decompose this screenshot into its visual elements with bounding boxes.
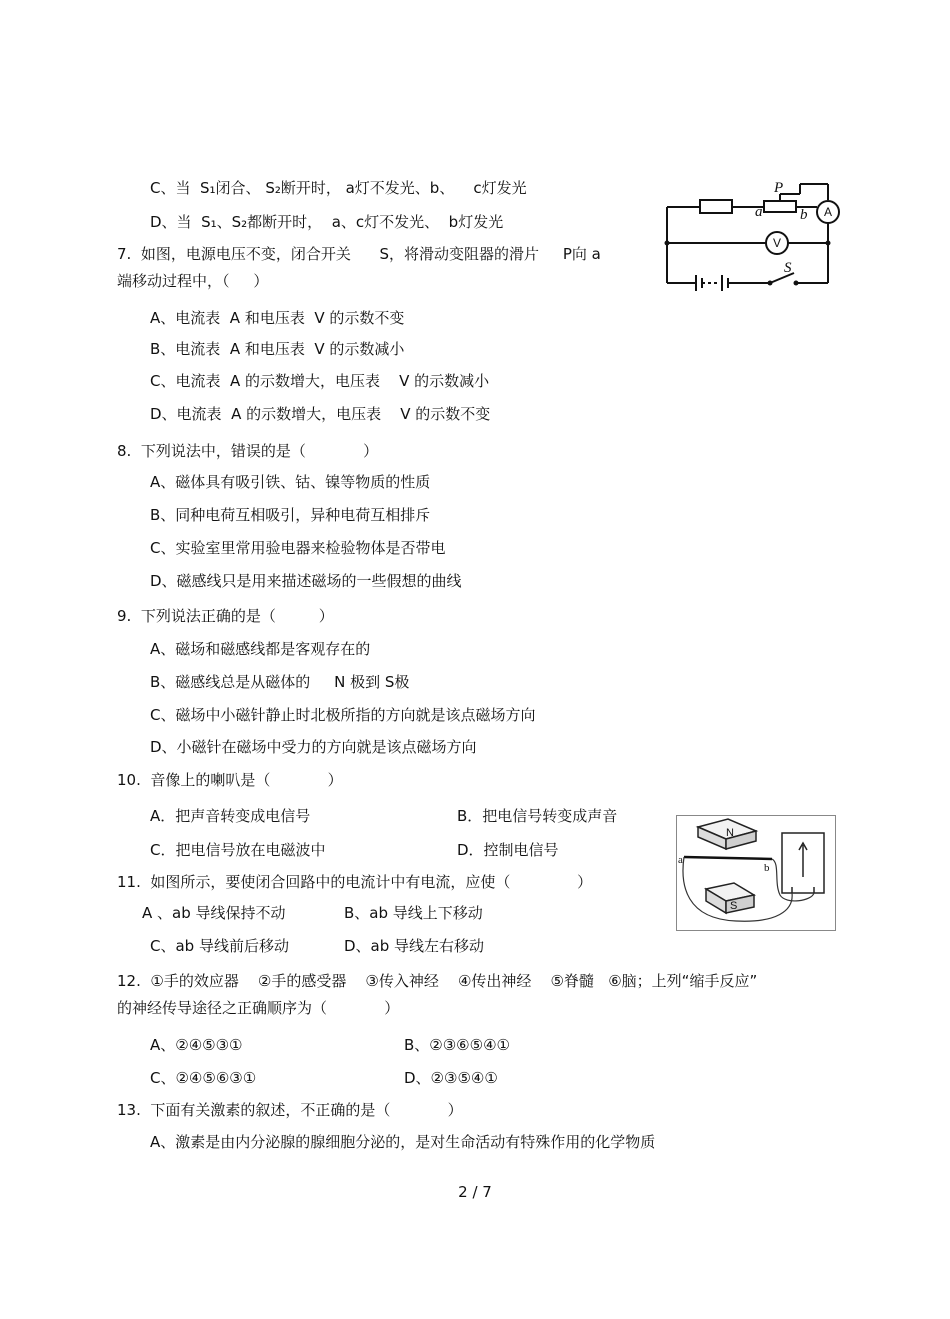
- ammeter-label: A: [823, 205, 833, 219]
- q7-stem-line2: 端移动过程中，（ ）: [117, 272, 269, 290]
- q10-option-d: D．控制电信号: [457, 841, 559, 859]
- q9-option-c: C、磁场中小磁针静止时北极所指的方向就是该点磁场方向: [150, 706, 536, 724]
- q11-option-b: B、ab 导线上下移动: [344, 904, 483, 922]
- q7-option-b: B、电流表 A 和电压表 V 的示数减小: [150, 340, 405, 358]
- q9-stem: 9. 下列说法正确的是（ ）: [117, 607, 334, 625]
- magnet-n-label: N: [726, 827, 734, 839]
- q7-option-c: C、电流表 A 的示数增大，电压表 V 的示数减小: [150, 372, 490, 390]
- label-p: P: [774, 180, 784, 196]
- q10-stem: 10. 音像上的喇叭是（ ）: [117, 771, 343, 789]
- label-a: a: [755, 204, 763, 220]
- q12-stem-line2: 的神经传导途径之正确顺序为（ ）: [117, 999, 400, 1017]
- wire-a-label: a: [678, 854, 683, 866]
- q9-option-d: D、小磁针在磁场中受力的方向就是该点磁场方向: [150, 738, 477, 756]
- q11-option-a: A 、ab 导线保持不动: [142, 904, 286, 922]
- q8-option-d: D、磁感线只是用来描述磁场的一些假想的曲线: [150, 572, 462, 590]
- q9-option-a: A、磁场和磁感线都是客观存在的: [150, 640, 371, 658]
- q10-option-c: C．把电信号放在电磁波中: [150, 841, 326, 859]
- q9-option-b: B、磁感线总是从磁体的 N 极到 S极: [150, 673, 410, 691]
- q11-option-c: C、ab 导线前后移动: [150, 937, 289, 955]
- q8-option-c: C、实验室里常用验电器来检验物体是否带电: [150, 539, 446, 557]
- q8-option-a: A、磁体具有吸引铁、钴、镍等物质的性质: [150, 473, 431, 491]
- q7-stem-line1: 7. 如图，电源电压不变，闭合开关 S，将滑动变阻器的滑片 P向 a: [117, 245, 601, 263]
- q13-stem: 13. 下面有关激素的叙述，不正确的是（ ）: [117, 1101, 463, 1119]
- fixed-resistor: [700, 200, 732, 213]
- q12-option-c: C、②④⑤⑥③①: [150, 1069, 257, 1087]
- q8-option-b: B、同种电荷互相吸引，异种电荷互相排斥: [150, 506, 431, 524]
- magnet-s-label: S: [730, 900, 738, 912]
- q10-option-b: B．把电信号转变成声音: [457, 807, 618, 825]
- q11-stem: 11. 如图所示，要使闭合回路中的电流计中有电流，应使（ ）: [117, 873, 593, 891]
- q12-option-a: A、②④⑤③①: [150, 1036, 243, 1054]
- induction-diagram: [676, 815, 836, 931]
- galvanometer: [782, 833, 824, 893]
- q12-option-b: B、②③⑥⑤④①: [404, 1036, 510, 1054]
- q8-stem: 8. 下列说法中，错误的是（ ）: [117, 442, 379, 460]
- q7-option-d: D、电流表 A 的示数增大，电压表 V 的示数不变: [150, 405, 491, 423]
- q11-option-d: D、ab 导线左右移动: [344, 937, 485, 955]
- q7-option-a: A、电流表 A 和电压表 V 的示数不变: [150, 309, 405, 327]
- q10-option-a: A．把声音转变成电信号: [150, 807, 311, 825]
- q6-option-c: C、当 S₁闭合、 S₂断开时， a灯不发光、b、 c灯发光: [150, 179, 527, 197]
- voltmeter-label: V: [772, 236, 782, 250]
- wire-b-label: b: [764, 862, 770, 874]
- label-b: b: [800, 207, 808, 223]
- page-number: 2 / 7: [458, 1183, 492, 1201]
- circuit-diagram: [660, 176, 848, 294]
- q12-stem-line1: 12. ①手的效应器 ②手的感受器 ③传入神经 ④传出神经 ⑤脊髓 ⑥脑；上列“缩手反应”: [117, 972, 758, 990]
- q13-option-a: A、激素是由内分泌腺的腺细胞分泌的，是对生命活动有特殊作用的化学物质: [150, 1133, 656, 1151]
- q6-option-d: D、当 S₁、S₂都断开时， a、c灯不发光、 b灯发光: [150, 213, 504, 231]
- q12-option-d: D、②③⑤④①: [404, 1069, 498, 1087]
- label-s: S: [784, 260, 792, 276]
- rheostat: [764, 201, 796, 212]
